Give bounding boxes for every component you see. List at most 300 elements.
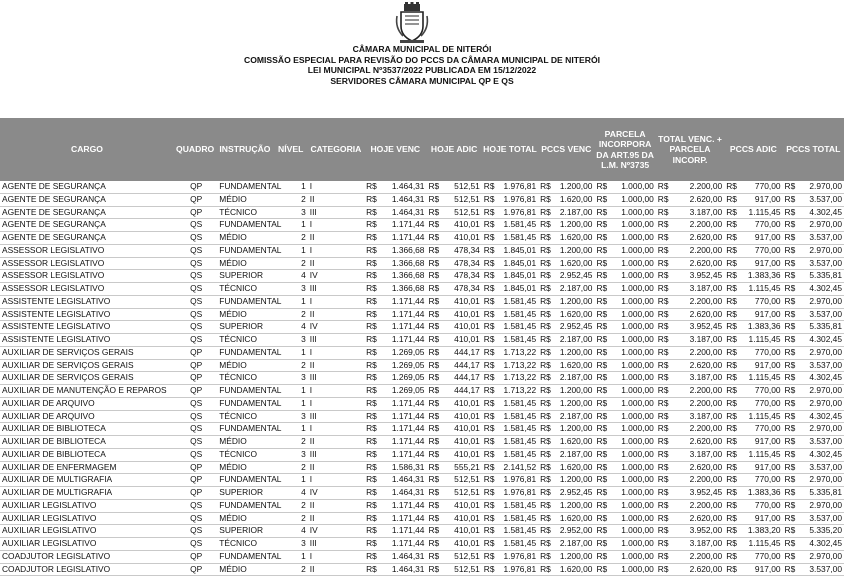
currency-symbol: R$ — [657, 193, 669, 204]
cell-nivel: 2 — [274, 359, 308, 372]
amount-value: 770,00 — [754, 423, 781, 434]
currency-symbol: R$ — [596, 219, 608, 230]
currency-symbol: R$ — [483, 385, 495, 395]
cell-hoje-adic — [426, 181, 481, 193]
amount-value: 1.620,00 — [559, 461, 593, 472]
cell-pccs-venc — [538, 423, 594, 436]
cell-hoje-adic — [426, 270, 481, 283]
cell-pccs-total — [783, 181, 844, 193]
currency-symbol: R$ — [366, 334, 377, 344]
city-coat-of-arms-icon — [395, 2, 429, 44]
amount-value: 1.171,44 — [391, 512, 425, 523]
cell-nivel: 4 — [274, 270, 308, 283]
currency-symbol: R$ — [483, 474, 495, 485]
cell-hoje-venc — [364, 448, 426, 461]
cell-hoje-adic — [426, 538, 481, 551]
amount-value: 1.171,44 — [391, 410, 425, 421]
cell-pccs-total — [783, 512, 844, 525]
currency-symbol: R$ — [657, 270, 669, 281]
amount-value: 2.620,00 — [689, 436, 723, 446]
amount-value: 2.952,45 — [559, 270, 593, 281]
cell-cargo: COADJUTOR LEGISLATIVO — [0, 550, 174, 563]
amount-value: 770,00 — [754, 550, 781, 561]
cell-hoje-total — [482, 448, 538, 461]
currency-symbol: R$ — [657, 346, 669, 357]
amount-value: 1.171,44 — [391, 219, 425, 230]
amount-value: 1.581,45 — [503, 538, 537, 548]
currency-symbol: R$ — [483, 193, 495, 204]
cell-total-venc — [656, 550, 724, 563]
cell-instrucao: MÉDIO — [216, 461, 273, 474]
col-pccs-venc: PCCS VENC — [538, 118, 594, 181]
cell-pccs-adic — [724, 436, 782, 449]
amount-value: 4.302,45 — [809, 410, 842, 421]
cell-hoje-venc — [364, 512, 426, 525]
currency-symbol: R$ — [657, 385, 669, 395]
amount-value: 1.000,00 — [621, 308, 654, 319]
amount-value: 410,01 — [454, 308, 480, 319]
currency-symbol: R$ — [428, 563, 440, 574]
currency-symbol: R$ — [428, 436, 440, 446]
cell-pccs-adic — [724, 206, 782, 219]
amount-value: 1.581,45 — [503, 397, 537, 408]
cell-cargo: ASSESSOR LEGISLATIVO — [0, 257, 174, 270]
amount-value: 410,01 — [454, 538, 480, 548]
cell-pccs-adic — [724, 334, 782, 347]
col-pccs-total: PCCS TOTAL — [783, 118, 844, 181]
amount-value: 1.115,45 — [748, 372, 781, 383]
currency-symbol: R$ — [428, 499, 440, 510]
currency-symbol: R$ — [428, 474, 440, 485]
amount-value: 2.970,00 — [809, 423, 842, 434]
cell-parcela — [594, 448, 655, 461]
cell-hoje-venc — [364, 474, 426, 487]
amount-value: 1.000,00 — [621, 270, 654, 281]
cell-cargo: ASSISTENTE LEGISLATIVO — [0, 295, 174, 308]
currency-symbol: R$ — [540, 346, 551, 357]
cell-total-venc — [656, 487, 724, 500]
currency-symbol: R$ — [596, 244, 608, 255]
currency-symbol: R$ — [596, 410, 608, 421]
cell-categoria: III — [308, 410, 364, 423]
cell-pccs-adic — [724, 474, 782, 487]
cell-pccs-adic — [724, 372, 782, 385]
amount-value: 1.000,00 — [621, 359, 654, 370]
currency-symbol: R$ — [366, 410, 377, 421]
currency-symbol: R$ — [428, 244, 440, 255]
currency-symbol: R$ — [428, 461, 440, 472]
cell-hoje-venc — [364, 461, 426, 474]
cell-total-venc — [656, 206, 724, 219]
amount-value: 1.581,45 — [503, 219, 537, 230]
currency-symbol: R$ — [596, 334, 608, 344]
currency-symbol: R$ — [540, 334, 551, 344]
amount-value: 3.187,00 — [689, 538, 723, 548]
cell-nivel: 1 — [274, 474, 308, 487]
amount-value: 3.187,00 — [689, 448, 723, 459]
cell-hoje-venc — [364, 423, 426, 436]
cell-hoje-venc — [364, 181, 426, 193]
cell-hoje-venc — [364, 550, 426, 563]
cell-hoje-venc — [364, 257, 426, 270]
cell-nivel: 1 — [274, 550, 308, 563]
amount-value: 1.200,00 — [559, 181, 593, 191]
amount-value: 1.845,01 — [503, 257, 537, 268]
amount-value: 3.952,45 — [689, 270, 723, 281]
amount-value: 5.335,81 — [809, 321, 842, 332]
amount-value: 512,51 — [454, 550, 480, 561]
amount-value: 410,01 — [454, 397, 480, 408]
amount-value: 5.335,81 — [809, 270, 842, 281]
table-row — [0, 499, 844, 512]
cell-instrucao: MÉDIO — [216, 512, 273, 525]
amount-value: 1.200,00 — [559, 474, 593, 485]
cell-total-venc — [656, 397, 724, 410]
cell-quadro: QS — [174, 257, 216, 270]
cell-categoria: I — [308, 550, 364, 563]
cell-pccs-adic — [724, 232, 782, 245]
amount-value: 1.269,05 — [391, 346, 425, 357]
cell-nivel: 3 — [274, 448, 308, 461]
amount-value: 917,00 — [754, 232, 781, 242]
amount-value: 1.000,00 — [621, 372, 654, 383]
amount-value: 1.115,45 — [748, 448, 781, 459]
currency-symbol: R$ — [726, 474, 737, 485]
currency-symbol: R$ — [366, 244, 377, 255]
currency-symbol: R$ — [596, 346, 608, 357]
currency-symbol: R$ — [596, 181, 608, 191]
currency-symbol: R$ — [483, 372, 495, 383]
currency-symbol: R$ — [540, 219, 551, 230]
cell-pccs-venc — [538, 334, 594, 347]
currency-symbol: R$ — [726, 397, 737, 408]
cell-cargo: AGENTE DE SEGURANÇA — [0, 206, 174, 219]
currency-symbol: R$ — [657, 436, 669, 446]
cell-pccs-total — [783, 461, 844, 474]
amount-value: 2.187,00 — [559, 448, 593, 459]
currency-symbol: R$ — [428, 232, 440, 242]
currency-symbol: R$ — [483, 359, 495, 370]
amount-value: 1.171,44 — [391, 397, 425, 408]
cell-total-venc — [656, 423, 724, 436]
amount-value: 1.464,31 — [391, 487, 425, 497]
currency-symbol: R$ — [726, 550, 737, 561]
cell-total-venc — [656, 499, 724, 512]
amount-value: 1.620,00 — [559, 308, 593, 319]
cell-cargo: ASSESSOR LEGISLATIVO — [0, 283, 174, 296]
cell-hoje-total — [482, 244, 538, 257]
amount-value: 1.581,45 — [503, 436, 537, 446]
cell-instrucao: FUNDAMENTAL — [216, 499, 273, 512]
cell-pccs-venc — [538, 308, 594, 321]
amount-value: 3.187,00 — [689, 206, 723, 217]
cell-categoria: I — [308, 474, 364, 487]
cell-cargo: AUXILIAR DE BIBLIOTECA — [0, 448, 174, 461]
cell-parcela — [594, 436, 655, 449]
cell-instrucao: FUNDAMENTAL — [216, 474, 273, 487]
cell-hoje-total — [482, 334, 538, 347]
cell-pccs-venc — [538, 550, 594, 563]
currency-symbol: R$ — [428, 308, 440, 319]
amount-value: 1.000,00 — [621, 232, 654, 242]
currency-symbol: R$ — [428, 410, 440, 421]
col-quadro: QUADRO — [174, 118, 216, 181]
cell-pccs-total — [783, 397, 844, 410]
cell-categoria: I — [308, 385, 364, 398]
cell-quadro: QP — [174, 563, 216, 576]
currency-symbol: R$ — [784, 550, 796, 561]
cell-pccs-total — [783, 232, 844, 245]
amount-value: 917,00 — [754, 512, 781, 523]
col-parcela: PARCELA INCORPORA DA ART.95 DA L.M. Nº3735 — [594, 118, 655, 181]
cell-quadro: QP — [174, 206, 216, 219]
currency-symbol: R$ — [540, 232, 551, 242]
currency-symbol: R$ — [366, 461, 377, 472]
amount-value: 917,00 — [754, 563, 781, 574]
cell-quadro: QS — [174, 423, 216, 436]
currency-symbol: R$ — [784, 474, 796, 485]
cell-pccs-adic — [724, 359, 782, 372]
currency-symbol: R$ — [657, 525, 669, 536]
amount-value: 1.000,00 — [621, 397, 654, 408]
currency-symbol: R$ — [428, 397, 440, 408]
amount-value: 1.581,45 — [503, 232, 537, 242]
amount-value: 770,00 — [754, 346, 781, 357]
amount-value: 1.000,00 — [621, 461, 654, 472]
currency-symbol: R$ — [366, 397, 377, 408]
currency-symbol: R$ — [428, 321, 440, 332]
amount-value: 1.171,44 — [391, 321, 425, 332]
currency-symbol: R$ — [540, 474, 551, 485]
cell-instrucao: FUNDAMENTAL — [216, 346, 273, 359]
cell-nivel: 2 — [274, 232, 308, 245]
cell-nivel: 1 — [274, 423, 308, 436]
cell-nivel: 2 — [274, 308, 308, 321]
table-row — [0, 257, 844, 270]
amount-value: 2.952,45 — [559, 487, 593, 497]
currency-symbol: R$ — [428, 334, 440, 344]
cell-instrucao: FUNDAMENTAL — [216, 423, 273, 436]
cell-total-venc — [656, 436, 724, 449]
cell-quadro: QS — [174, 499, 216, 512]
cell-hoje-adic — [426, 257, 481, 270]
header-line-1: CÂMARA MUNICIPAL DE NITERÓI — [352, 44, 492, 54]
cell-pccs-adic — [724, 538, 782, 551]
cell-pccs-adic — [724, 385, 782, 398]
cell-categoria: I — [308, 295, 364, 308]
cell-pccs-adic — [724, 193, 782, 206]
cell-hoje-total — [482, 385, 538, 398]
cell-categoria: I — [308, 346, 364, 359]
amount-value: 1.383,36 — [747, 321, 781, 332]
amount-value: 1.200,00 — [559, 423, 593, 434]
currency-symbol: R$ — [657, 372, 669, 383]
amount-value: 1.000,00 — [621, 295, 654, 306]
cell-categoria: III — [308, 334, 364, 347]
cell-pccs-adic — [724, 219, 782, 232]
currency-symbol: R$ — [540, 359, 551, 370]
amount-value: 1.000,00 — [621, 206, 654, 217]
cell-total-venc — [656, 232, 724, 245]
cell-total-venc — [656, 461, 724, 474]
currency-symbol: R$ — [657, 487, 669, 497]
cell-quadro: QP — [174, 372, 216, 385]
currency-symbol: R$ — [596, 550, 608, 561]
cell-pccs-total — [783, 474, 844, 487]
amount-value: 1.620,00 — [559, 232, 593, 242]
amount-value: 1.713,22 — [503, 359, 537, 370]
cell-hoje-adic — [426, 410, 481, 423]
cell-instrucao: SUPERIOR — [216, 270, 273, 283]
currency-symbol: R$ — [657, 257, 669, 268]
cell-hoje-venc — [364, 436, 426, 449]
amount-value: 555,21 — [454, 461, 480, 472]
amount-value: 3.952,00 — [689, 525, 723, 536]
amount-value: 444,17 — [454, 346, 480, 357]
cell-quadro: QP — [174, 193, 216, 206]
table-row — [0, 397, 844, 410]
table-row — [0, 448, 844, 461]
cell-hoje-venc — [364, 385, 426, 398]
cell-parcela — [594, 563, 655, 576]
amount-value: 444,17 — [454, 359, 480, 370]
currency-symbol: R$ — [540, 423, 551, 434]
cell-hoje-adic — [426, 461, 481, 474]
cell-cargo: ASSISTENTE LEGISLATIVO — [0, 308, 174, 321]
amount-value: 917,00 — [754, 193, 781, 204]
cell-categoria: IV — [308, 487, 364, 500]
amount-value: 1.366,68 — [391, 270, 425, 281]
currency-symbol: R$ — [726, 283, 737, 293]
header-line-2: COMISSÃO ESPECIAL PARA REVISÃO DO PCCS DA CÂMARA MUNICIPAL DE NITERÓI — [243, 54, 601, 65]
cell-quadro: QP — [174, 461, 216, 474]
cell-parcela — [594, 346, 655, 359]
currency-symbol: R$ — [483, 525, 495, 536]
currency-symbol: R$ — [483, 321, 495, 332]
cell-quadro: QS — [174, 448, 216, 461]
cell-pccs-total — [783, 372, 844, 385]
cell-parcela — [594, 334, 655, 347]
cell-cargo: AGENTE DE SEGURANÇA — [0, 193, 174, 206]
cell-hoje-adic — [426, 563, 481, 576]
currency-symbol: R$ — [428, 270, 440, 281]
amount-value: 1.366,68 — [391, 257, 425, 268]
currency-symbol: R$ — [596, 308, 608, 319]
cell-instrucao: FUNDAMENTAL — [216, 385, 273, 398]
document-header — [0, 44, 844, 86]
cell-pccs-adic — [724, 283, 782, 296]
currency-symbol: R$ — [540, 244, 551, 255]
cell-nivel: 2 — [274, 193, 308, 206]
cell-pccs-venc — [538, 193, 594, 206]
currency-symbol: R$ — [657, 206, 669, 217]
cell-categoria: IV — [308, 270, 364, 283]
cell-total-venc — [656, 410, 724, 423]
cell-hoje-adic — [426, 321, 481, 334]
cell-cargo: AGENTE DE SEGURANÇA — [0, 181, 174, 193]
amount-value: 917,00 — [754, 308, 781, 319]
currency-symbol: R$ — [428, 193, 440, 204]
currency-symbol: R$ — [726, 257, 737, 268]
amount-value: 2.970,00 — [809, 499, 842, 510]
cell-quadro: QS — [174, 244, 216, 257]
cell-pccs-venc — [538, 563, 594, 576]
currency-symbol: R$ — [540, 448, 551, 459]
cell-instrucao: MÉDIO — [216, 232, 273, 245]
currency-symbol: R$ — [657, 512, 669, 523]
cell-pccs-total — [783, 487, 844, 500]
col-instrucao: INSTRUÇÃO — [216, 118, 273, 181]
currency-symbol: R$ — [726, 219, 737, 230]
currency-symbol: R$ — [596, 474, 608, 485]
col-hoje-total: HOJE TOTAL — [482, 118, 538, 181]
currency-symbol: R$ — [726, 410, 737, 421]
amount-value: 1.581,45 — [503, 423, 537, 434]
amount-value: 770,00 — [754, 499, 781, 510]
currency-symbol: R$ — [366, 385, 377, 395]
cell-pccs-adic — [724, 423, 782, 436]
currency-symbol: R$ — [540, 436, 551, 446]
currency-symbol: R$ — [784, 525, 796, 536]
cell-hoje-adic — [426, 346, 481, 359]
cell-nivel: 3 — [274, 206, 308, 219]
cell-hoje-venc — [364, 193, 426, 206]
cell-nivel: 1 — [274, 346, 308, 359]
currency-symbol: R$ — [726, 487, 737, 497]
cell-pccs-venc — [538, 487, 594, 500]
amount-value: 2.200,00 — [689, 550, 723, 561]
amount-value: 2.187,00 — [559, 206, 593, 217]
currency-symbol: R$ — [540, 512, 551, 523]
amount-value: 512,51 — [454, 563, 480, 574]
cell-total-venc — [656, 193, 724, 206]
cell-hoje-venc — [364, 321, 426, 334]
amount-value: 1.171,44 — [391, 308, 425, 319]
cell-total-venc — [656, 334, 724, 347]
cell-hoje-venc — [364, 295, 426, 308]
cell-hoje-venc — [364, 372, 426, 385]
cell-quadro: QS — [174, 525, 216, 538]
cell-instrucao: MÉDIO — [216, 359, 273, 372]
amount-value: 917,00 — [754, 359, 781, 370]
cell-total-venc — [656, 257, 724, 270]
currency-symbol: R$ — [366, 295, 377, 306]
amount-value: 1.464,31 — [391, 474, 425, 485]
cell-nivel: 1 — [274, 244, 308, 257]
cell-instrucao: FUNDAMENTAL — [216, 219, 273, 232]
currency-symbol: R$ — [483, 206, 495, 217]
amount-value: 3.187,00 — [689, 410, 723, 421]
currency-symbol: R$ — [784, 295, 796, 306]
currency-symbol: R$ — [366, 321, 377, 332]
table-row — [0, 308, 844, 321]
amount-value: 2.200,00 — [689, 244, 723, 255]
currency-symbol: R$ — [784, 563, 796, 574]
amount-value: 1.000,00 — [621, 346, 654, 357]
amount-value: 917,00 — [754, 436, 781, 446]
amount-value: 1.000,00 — [621, 334, 654, 344]
currency-symbol: R$ — [540, 295, 551, 306]
currency-symbol: R$ — [726, 181, 737, 191]
cell-total-venc — [656, 359, 724, 372]
table-row — [0, 563, 844, 576]
cell-parcela — [594, 232, 655, 245]
cell-hoje-total — [482, 321, 538, 334]
currency-symbol: R$ — [726, 385, 737, 395]
cell-cargo: ASSISTENTE LEGISLATIVO — [0, 321, 174, 334]
amount-value: 1.200,00 — [559, 550, 593, 561]
cell-pccs-adic — [724, 346, 782, 359]
